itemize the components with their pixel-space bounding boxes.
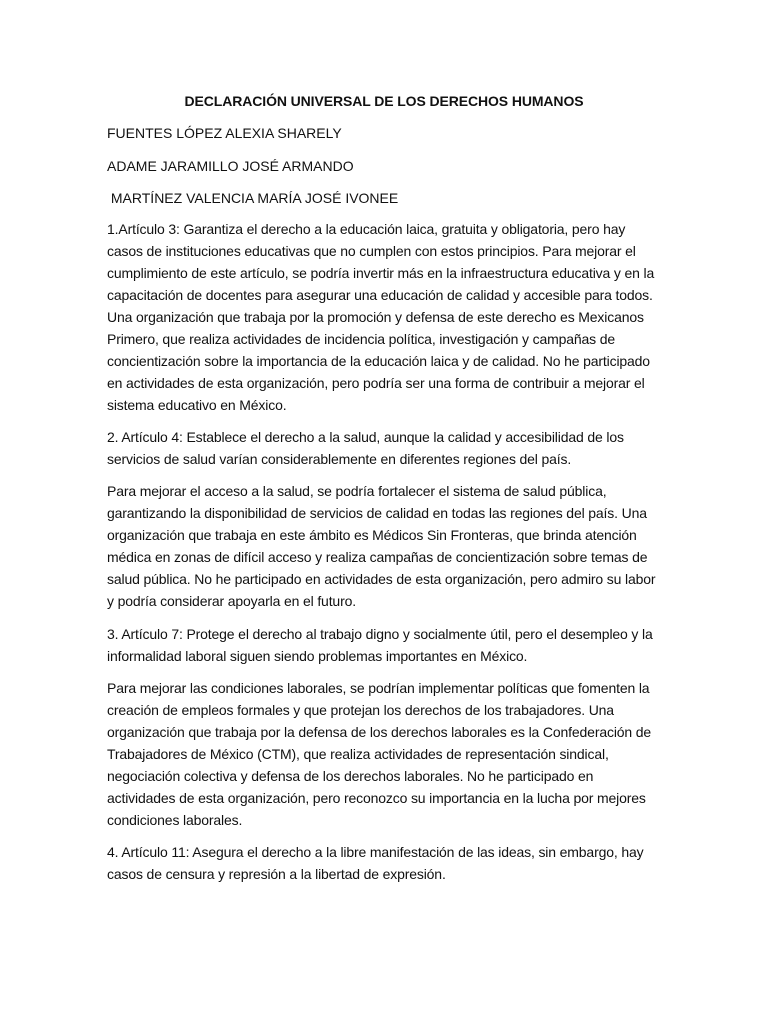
author-name: MARTÍNEZ VALENCIA MARÍA JOSÉ IVONEE	[107, 190, 399, 206]
paragraph-laboral-mejora: Para mejorar las condiciones laborales, se podrían implementar políticas que fomenten la creación de empleos formales y que protejan los derechos de los trabajadores. Una organización que trabaja por la defensa de los derechos laborales es la Confederación de Trabajadores de México (CTM), que realiza actividades de representación sindical, negociación colectiva y defensa de los derechos laborales. No he participado en actividades de esta organización, pero reconozco su importancia en la lucha por mejores condiciones laborales.	[107, 680, 652, 828]
document-title: DECLARACIÓN UNIVERSAL DE LOS DERECHOS HUMANOS	[184, 93, 584, 109]
paragraph-salud-mejora: Para mejorar el acceso a la salud, se podría fortalecer el sistema de salud pública, garantizando la disponibilidad de servicios de calidad en todas las regiones del país. Una organización que trabaja en este ámbito es Médicos Sin Fronteras, que brinda atención médica en zonas de difícil acceso y realiza campañas de concientización sobre temas de salud pública. No he participado en actividades de esta organización, pero admiro su labor y podría considerar apoyarla en el futuro.	[107, 483, 656, 609]
paragraph-articulo-11: 4. Artículo 11: Asegura el derecho a la libre manifestación de las ideas, sin embargo, hay casos de censura y represión a la libertad de expresión.	[107, 844, 644, 882]
paragraph-articulo-4: 2. Artículo 4: Establece el derecho a la salud, aunque la calidad y accesibilidad de los servicios de salud varían considerablemente en diferentes regiones del país.	[107, 429, 624, 467]
paragraph-articulo-3: 1.Artículo 3: Garantiza el derecho a la educación laica, gratuita y obligatoria, pero hay casos de instituciones educativas que no cumplen con estos principios. Para mejorar el cumplimiento de este artículo, se podría invertir más en la infraestructura educativa y en la capacitación de docentes para asegurar una educación de calidad y accesible para todos. Una organización que trabaja por la promoción y defensa de este derecho es Mexicanos Primero, que realiza actividades de incidencia política, investigación y campañas de concientización sobre la importancia de la educación laica y de calidad. No he participado en actividades de esta organización, pero podría ser una forma de contribuir a mejorar el sistema educativo en México.	[107, 221, 655, 413]
paragraph-articulo-7: 3. Artículo 7: Protege el derecho al trabajo digno y socialmente útil, pero el desempleo y la informalidad laboral siguen siendo problemas importantes en México.	[107, 626, 653, 664]
author-name: FUENTES LÓPEZ ALEXIA SHARELY	[107, 125, 342, 141]
author-name: ADAME JARAMILLO JOSÉ ARMANDO	[107, 158, 354, 174]
